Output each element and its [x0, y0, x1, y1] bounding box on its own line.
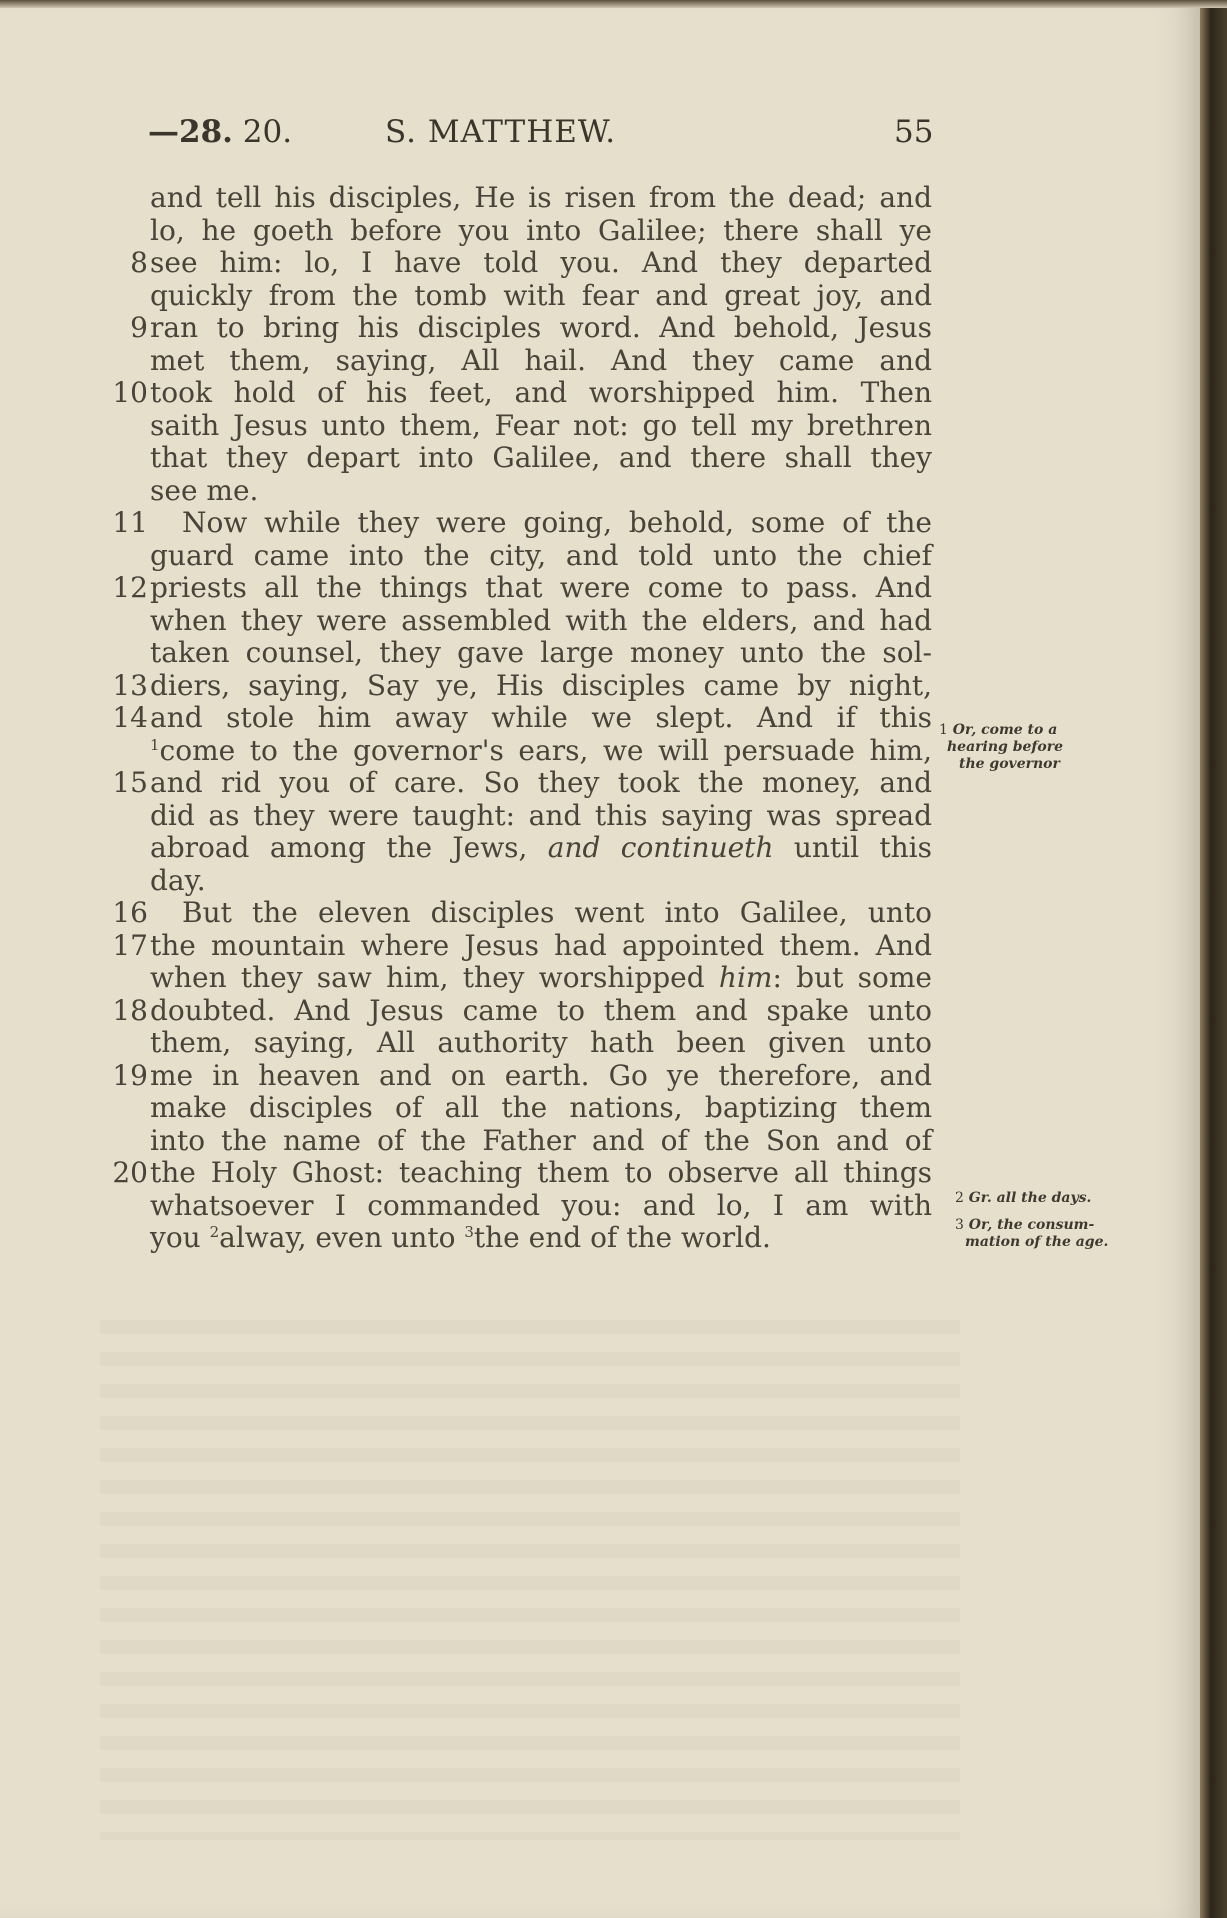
text-line: when they were assembled with the elders, and had: [150, 603, 932, 637]
text-line: met them, saying, All hail. And they came and: [150, 343, 932, 377]
text-line: that they depart into Galilee, and there shall they: [150, 441, 932, 474]
verse-number: 20: [112, 1156, 148, 1189]
text-line: whatsoever I commanded you: and lo, I am with: [150, 1188, 932, 1222]
footnote-marker: 2: [209, 1223, 220, 1241]
footnote-marker: 1: [150, 735, 160, 754]
text-line: 10 took hold of his feet, and worshipped him. Then: [0, 377, 960, 410]
verse-number: 8: [130, 246, 148, 279]
text-line: taken counsel, they gave large money unto the sol-: [150, 636, 932, 669]
margin-note-2: 2 Gr. all the days.: [955, 1190, 1092, 1206]
text-line: $^1$come to the governor's ears, we will persuade him,: [150, 733, 932, 767]
verse-number: 13: [112, 668, 148, 702]
text-line: see me.: [150, 473, 259, 507]
text-line: 12 priests all the things that were come to pass. And: [0, 572, 960, 605]
text-line: you $^2$alway, even unto $^3$the end of the world.: [150, 1221, 771, 1254]
text-line: 15 and rid you of care. So they took the money, and: [0, 767, 960, 800]
verse-number: 19: [112, 1058, 148, 1092]
text-line: make disciples of all the nations, baptizing them: [150, 1091, 932, 1124]
verse-number: 10: [112, 376, 148, 409]
text-line: 9 ran to bring his disciples word. And behold, Jesus: [0, 312, 960, 345]
verse-number: 17: [112, 928, 148, 962]
page-number: 55: [894, 114, 934, 150]
verse-number: 9: [130, 311, 148, 344]
text-line: lo, he goeth before you into Galilee; there shall ye: [150, 213, 932, 247]
text-line: 17 the mountain where Jesus had appointed them. And: [0, 930, 960, 963]
verse-number: 15: [112, 766, 148, 799]
book-title: S. MATTHEW.: [385, 114, 617, 150]
text-line: them, saying, All authority hath been given unto: [150, 1026, 932, 1059]
footnote-marker: 3: [464, 1223, 474, 1241]
text-line: abroad among the Jews, and continueth until this: [150, 831, 932, 864]
text-line: 19 me in heaven and on earth. Go ye therefore, and: [0, 1060, 960, 1093]
text-line: into the name of the Father and of the Son and of: [150, 1123, 932, 1157]
italic-supplied-words: him: [718, 961, 773, 994]
verse-number: 11: [112, 506, 148, 539]
margin-note-3: 3 Or, the consum- mation of the age.: [955, 1217, 1109, 1250]
text-line: 20 the Holy Ghost: teaching them to observe all things: [0, 1157, 960, 1190]
page-top-edge: [0, 0, 1227, 8]
text-line: 13 diers, saying, Say ye, His disciples came by night,: [0, 670, 960, 703]
text-line: 11 Now while they were going, behold, some of the: [0, 507, 960, 540]
verse-number: 18: [112, 993, 148, 1027]
text-line: guard came into the city, and told unto the chief: [150, 538, 932, 572]
verse-number: 16: [112, 896, 148, 929]
text-line: 8 see him: lo, I have told you. And they departed: [0, 247, 960, 280]
text-line: when they saw him, they worshipped him: but some: [150, 961, 932, 994]
scripture-text: [0, 182, 960, 1255]
chapter-verse-reference: —28. 20.: [148, 114, 293, 150]
text-line: did as they were taught: and this saying was spread: [150, 798, 932, 832]
text-line: 14 and stole him away while we slept. And if this: [0, 702, 960, 735]
text-line: quickly from the tomb with fear and great joy, and: [150, 278, 932, 312]
text-line: day.: [150, 863, 206, 897]
text-line: 18 doubted. And Jesus came to them and spake unto: [0, 995, 960, 1028]
running-header: [0, 114, 1200, 154]
italic-supplied-words: and continueth: [547, 831, 774, 864]
bleed-through-text: [100, 1320, 960, 1840]
text-line: saith Jesus unto them, Fear not: go tell my brethren: [150, 408, 932, 442]
text-line: 16 But the eleven disciples went into Galilee, unto: [0, 897, 960, 930]
verse-number: 14: [112, 701, 148, 734]
margin-note-1: 1 Or, come to a hearing before the governor: [939, 722, 1064, 772]
page-binding-edge: [1200, 0, 1227, 1918]
text-line: and tell his disciples, He is risen from the dead; and: [150, 181, 932, 214]
verse-number: 12: [112, 571, 148, 604]
